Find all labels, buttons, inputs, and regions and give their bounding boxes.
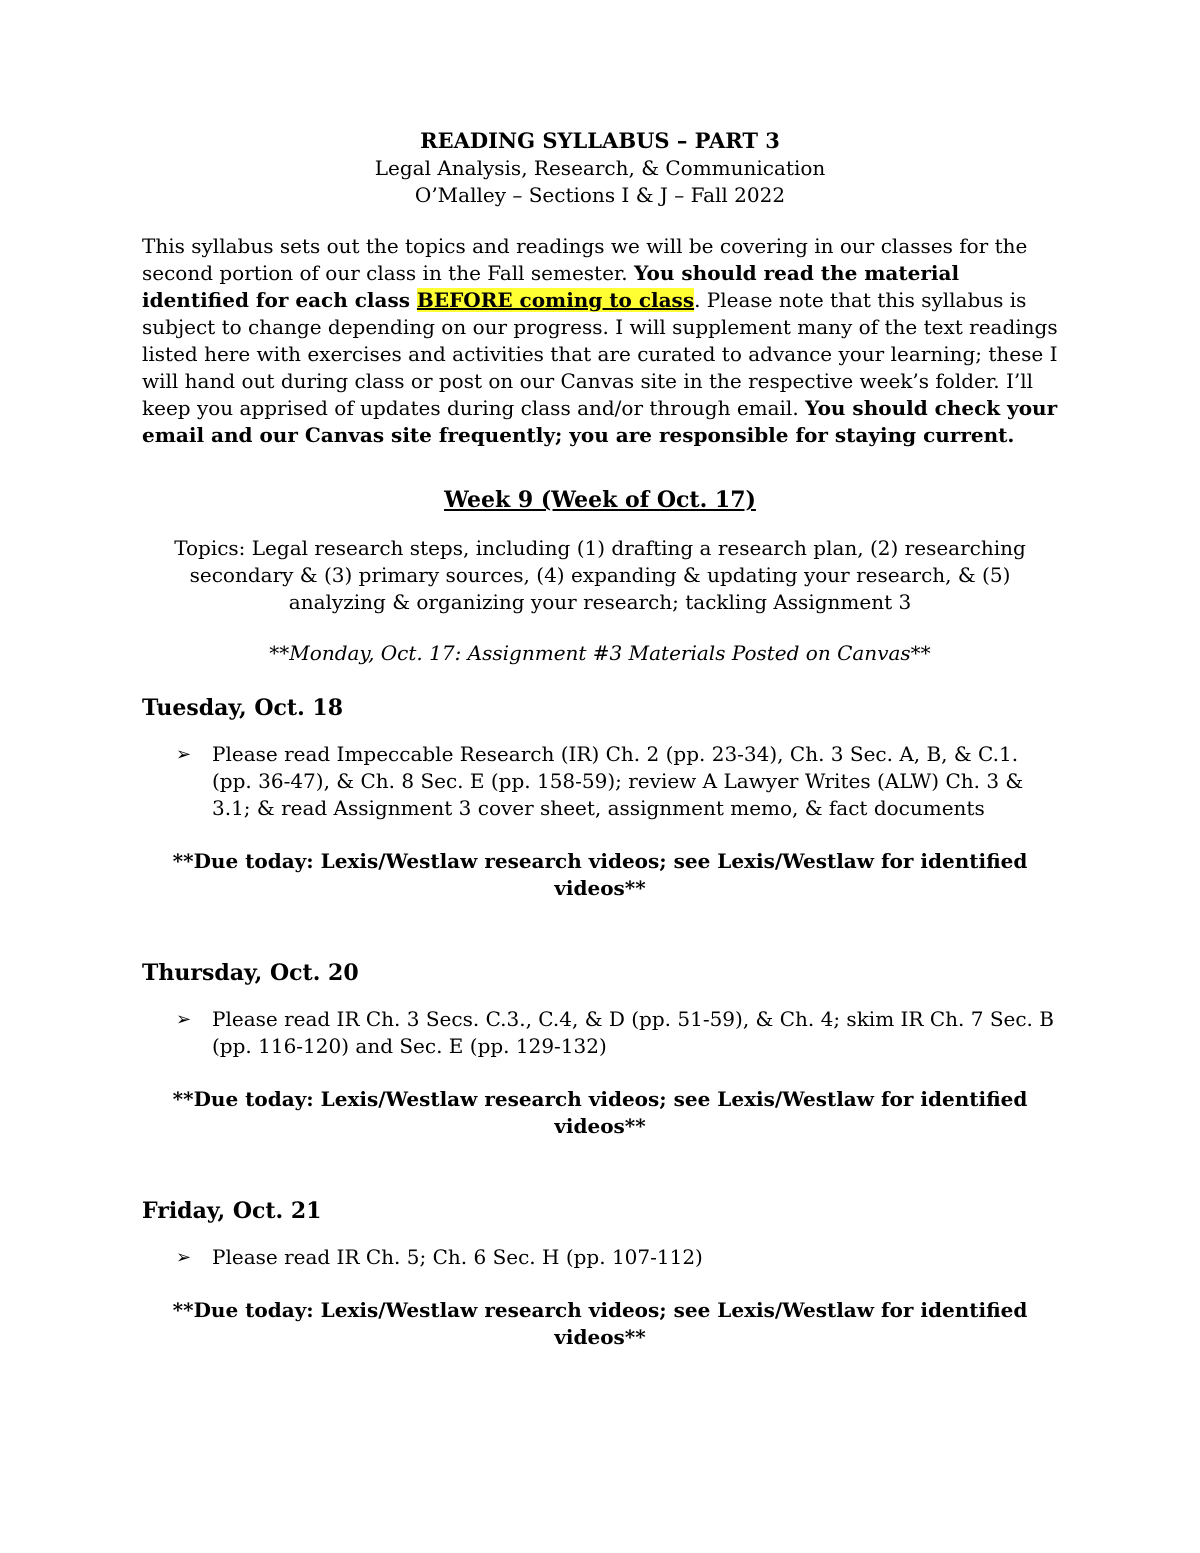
day-heading: Thursday, Oct. 20 xyxy=(142,960,359,986)
day-section-thursday xyxy=(142,958,1058,1140)
intro-bold-1: You should read the material identified for each class xyxy=(142,261,960,312)
course-name: Legal Analysis, Research, & Communication xyxy=(374,156,826,180)
reading-list xyxy=(142,1244,1058,1271)
intro-text-2: . Please note that this syllabus is subject to change depending on our progress. I will supplement many of the text readings listed here with exercises and activities that are curated to advance your learning; these I will hand out during class or post on our Canvas site in the respective week’s folder. I’ll keep you apprised of updates during class and/or through email. xyxy=(142,288,1058,420)
reading-text: Please read Impeccable Research (IR) Ch. 2 (pp. 23-34), Ch. 3 Sec. A, B, & C.1. (pp. 36-47), & Ch. 8 Sec. E (pp. 158-59); review A Lawyer Writes (ALW) Ch. 3 & 3.1; & read Assignment 3 cover sheet, assignment memo, & fact documents xyxy=(212,742,1024,820)
intro-text-1: This syllabus sets out the topics and readings we will be covering in our classes for the second portion of our class in the Fall semester. xyxy=(142,234,1028,285)
due-today-note: **Due today: Lexis/Westlaw research videos; see Lexis/Westlaw for identified videos** xyxy=(172,849,1028,900)
day-section-tuesday xyxy=(142,693,1058,902)
day-heading: Tuesday, Oct. 18 xyxy=(142,695,344,721)
intro-highlight: BEFORE coming to class xyxy=(416,288,695,312)
assignment-notice: **Monday, Oct. 17: Assignment #3 Materials Posted on Canvas** xyxy=(269,641,931,665)
due-today-note: **Due today: Lexis/Westlaw research videos; see Lexis/Westlaw for identified videos** xyxy=(172,1087,1028,1138)
due-today-note: **Due today: Lexis/Westlaw research videos; see Lexis/Westlaw for identified videos** xyxy=(172,1298,1028,1349)
reading-list xyxy=(142,741,1058,822)
reading-list xyxy=(142,1006,1058,1060)
week-topics: Topics: Legal research steps, including (1) drafting a research plan, (2) researching secondary & (3) primary sources, (4) expanding & updating your research, & (5) analyzing & organizing your research; tackling Assignment 3 xyxy=(174,536,1026,614)
list-item xyxy=(142,1244,1058,1271)
intro-bold-2: You should check your email and our Canvas site frequently; you are responsible for staying current. xyxy=(142,396,1058,447)
day-section-friday xyxy=(142,1196,1058,1351)
list-item xyxy=(142,741,1058,822)
arrowhead-bullet-icon: ➢ xyxy=(176,1247,192,1268)
day-heading: Friday, Oct. 21 xyxy=(142,1198,322,1224)
document-title: READING SYLLABUS – PART 3 xyxy=(420,128,780,153)
list-item xyxy=(142,1006,1058,1060)
arrowhead-bullet-icon: ➢ xyxy=(176,1009,192,1030)
arrowhead-bullet-icon: ➢ xyxy=(176,744,192,765)
week-heading: Week 9 (Week of Oct. 17) xyxy=(444,487,756,513)
intro-paragraph xyxy=(142,233,1058,449)
syllabus-page xyxy=(142,126,1058,1351)
reading-text: Please read IR Ch. 3 Secs. C.3., C.4, & D (pp. 51-59), & Ch. 4; skim IR Ch. 7 Sec. B (pp. 116-120) and Sec. E (pp. 129-132) xyxy=(212,1007,1054,1058)
reading-text: Please read IR Ch. 5; Ch. 6 Sec. H (pp. 107-112) xyxy=(212,1245,703,1269)
instructor-line: O’Malley – Sections I & J – Fall 2022 xyxy=(414,183,786,207)
